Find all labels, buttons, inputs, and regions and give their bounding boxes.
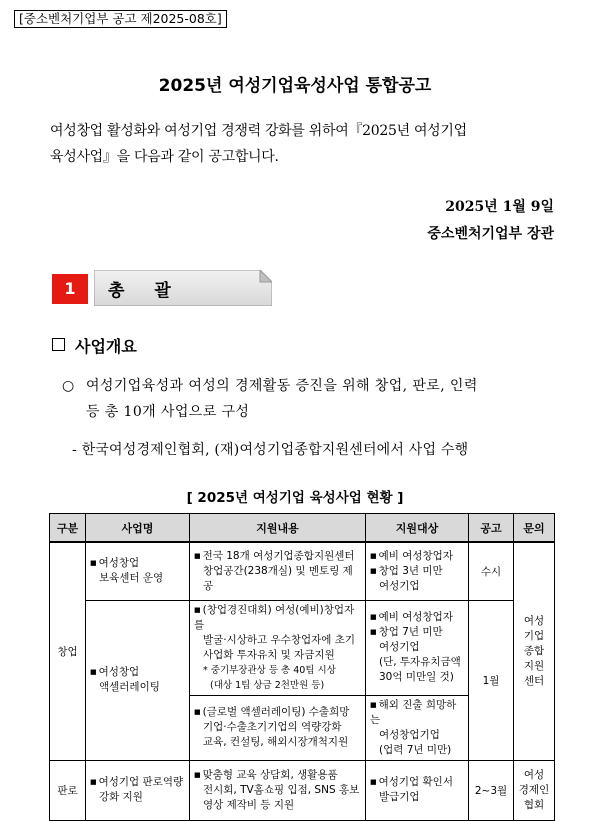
content-cell bbox=[190, 760, 366, 820]
issuer: 중소벤처기업부 장관 bbox=[427, 226, 554, 242]
bullet-line: 여성기업육성과 여성의 경제활동 증진을 위해 창업, 판로, 인력 bbox=[86, 378, 478, 394]
section-number: 1 bbox=[52, 274, 88, 304]
content-line: 사업화 투자유치 및 자금지원 bbox=[203, 648, 335, 661]
content-note-line: (대상 1팀 상금 2천만원 등) bbox=[210, 679, 325, 691]
contact-line: 기업 bbox=[523, 629, 545, 642]
content-note-line: * 중기부장관상 등 총 40팀 시상 bbox=[203, 664, 336, 676]
target-line: ■ 창업 7년 미만 bbox=[370, 625, 464, 640]
target-line: 발급기업 bbox=[379, 791, 420, 803]
contact-line: 지원 bbox=[523, 659, 545, 672]
target-line: ■ 예비 여성창업자 bbox=[370, 610, 464, 625]
subheading-text: 사업개요 bbox=[75, 337, 137, 356]
program-status-table bbox=[49, 513, 555, 821]
program-name-cell bbox=[86, 760, 190, 820]
circle-bullet-icon: ○ bbox=[62, 378, 75, 394]
program-name-line: ■ 여성기업 판로역량 bbox=[90, 775, 185, 790]
content-line: 기업·수출초기기업의 역량강화 bbox=[203, 721, 342, 733]
content-cell bbox=[190, 542, 366, 600]
bullet-line: 등 총 10개 사업으로 구성 bbox=[86, 404, 250, 420]
target-line: 여성기업 bbox=[379, 641, 420, 653]
subheading bbox=[52, 334, 137, 357]
section-title-box bbox=[94, 270, 272, 306]
content-line: ■ (창업경진대회) 여성(예비)창업자를 bbox=[194, 603, 361, 633]
program-name-cell bbox=[86, 600, 190, 760]
target-line: (업력 7년 미만) bbox=[379, 743, 452, 756]
table-row bbox=[50, 542, 555, 600]
content-cell bbox=[190, 600, 366, 695]
announcement-date: 2025년 1월 9일 bbox=[445, 199, 554, 215]
page-title: 2025년 여성기업육성사업 통합공고 bbox=[158, 76, 432, 96]
target-line: 여성기업 bbox=[379, 579, 420, 592]
content-line: 전시회, TV홈쇼핑 입점, SNS 홍보 bbox=[203, 783, 360, 796]
intro-line: 여성창업 활성화와 여성기업 경쟁력 강화를 위하여『2025년 여성기업 bbox=[50, 123, 467, 139]
header-category: 구분 bbox=[50, 514, 86, 543]
target-cell bbox=[366, 760, 469, 820]
table-row bbox=[50, 600, 555, 695]
header-notice: 공고 bbox=[469, 514, 514, 543]
category-cell: 판로 bbox=[50, 760, 86, 820]
program-name-line: 보육센터 운영 bbox=[99, 572, 164, 585]
header-contact: 문의 bbox=[514, 514, 555, 543]
notice-number: [중소벤처기업부 공고 제2025-08호] bbox=[14, 10, 227, 28]
header-target: 지원대상 bbox=[366, 514, 469, 543]
content-cell bbox=[190, 695, 366, 760]
notice-cell: 수시 bbox=[469, 542, 514, 600]
checkbox-square-icon bbox=[52, 338, 65, 351]
target-line: 여성창업기업 bbox=[379, 728, 440, 741]
target-line: ■ 해외 진출 희망하는 bbox=[370, 698, 464, 728]
contact-line: 여성 bbox=[523, 768, 545, 781]
contact-line: 센터 bbox=[523, 674, 545, 687]
content-line: ■ 맞춤형 교육 상담회, 생활용품 bbox=[194, 768, 361, 783]
header-content: 지원내용 bbox=[190, 514, 366, 543]
intro-line: 육성사업』을 다음과 같이 공고합니다. bbox=[50, 149, 279, 165]
contact-line: 종합 bbox=[523, 644, 545, 657]
content-line: 창업공간(238개실) 및 멘토링 제공 bbox=[203, 564, 353, 592]
target-line: (단, 투자유치금액 bbox=[379, 656, 461, 668]
category-cell: 창업 bbox=[50, 542, 86, 760]
contact-cell bbox=[514, 760, 555, 820]
target-line: ■ 창업 3년 미만 bbox=[370, 564, 464, 579]
table-title: [ 2025년 여성기업 육성사업 현황 ] bbox=[186, 490, 404, 506]
program-name-line: ■ 여성창업 bbox=[90, 556, 185, 571]
target-cell bbox=[366, 600, 469, 695]
table-row bbox=[50, 760, 555, 820]
notice-cell: 1월 bbox=[469, 600, 514, 760]
target-line: ■ 여성기업 확인서 bbox=[370, 775, 464, 790]
intro-paragraph bbox=[50, 118, 570, 170]
content-line: ■ (글로벌 액셀러레이팅) 수출희망 bbox=[194, 705, 361, 720]
contact-line: 여성 bbox=[523, 614, 545, 627]
target-cell bbox=[366, 542, 469, 600]
contact-cell bbox=[514, 542, 555, 760]
table-header-row bbox=[50, 514, 555, 543]
target-line: ■ 예비 여성창업자 bbox=[370, 549, 464, 564]
notice-cell: 2~3월 bbox=[469, 760, 514, 820]
content-line: 발굴·시상하고 우수창업자에 초기 bbox=[203, 633, 356, 646]
program-name-line: 강화 지원 bbox=[99, 791, 143, 803]
program-name-cell bbox=[86, 542, 190, 600]
target-line: 30억 미만일 것) bbox=[379, 671, 454, 683]
contact-line: 협회 bbox=[523, 798, 545, 811]
content-line: 교육, 컨설팅, 해외시장개척지원 bbox=[203, 736, 349, 748]
header-program: 사업명 bbox=[86, 514, 190, 543]
content-line: ■ 전국 18개 여성기업종합지원센터 bbox=[194, 549, 361, 564]
program-name-line: ■ 여성창업 bbox=[90, 665, 185, 680]
program-name-line: 액셀러레이팅 bbox=[99, 681, 160, 693]
contact-line: 경제인 bbox=[518, 783, 550, 796]
target-cell bbox=[366, 695, 469, 760]
section-title: 총 괄 bbox=[108, 281, 183, 301]
content-line: 영상 제작비 등 지원 bbox=[203, 798, 295, 811]
dash-item: - 한국여성경제인협회, (재)여성기업종합지원센터에서 사업 수행 bbox=[72, 442, 469, 458]
